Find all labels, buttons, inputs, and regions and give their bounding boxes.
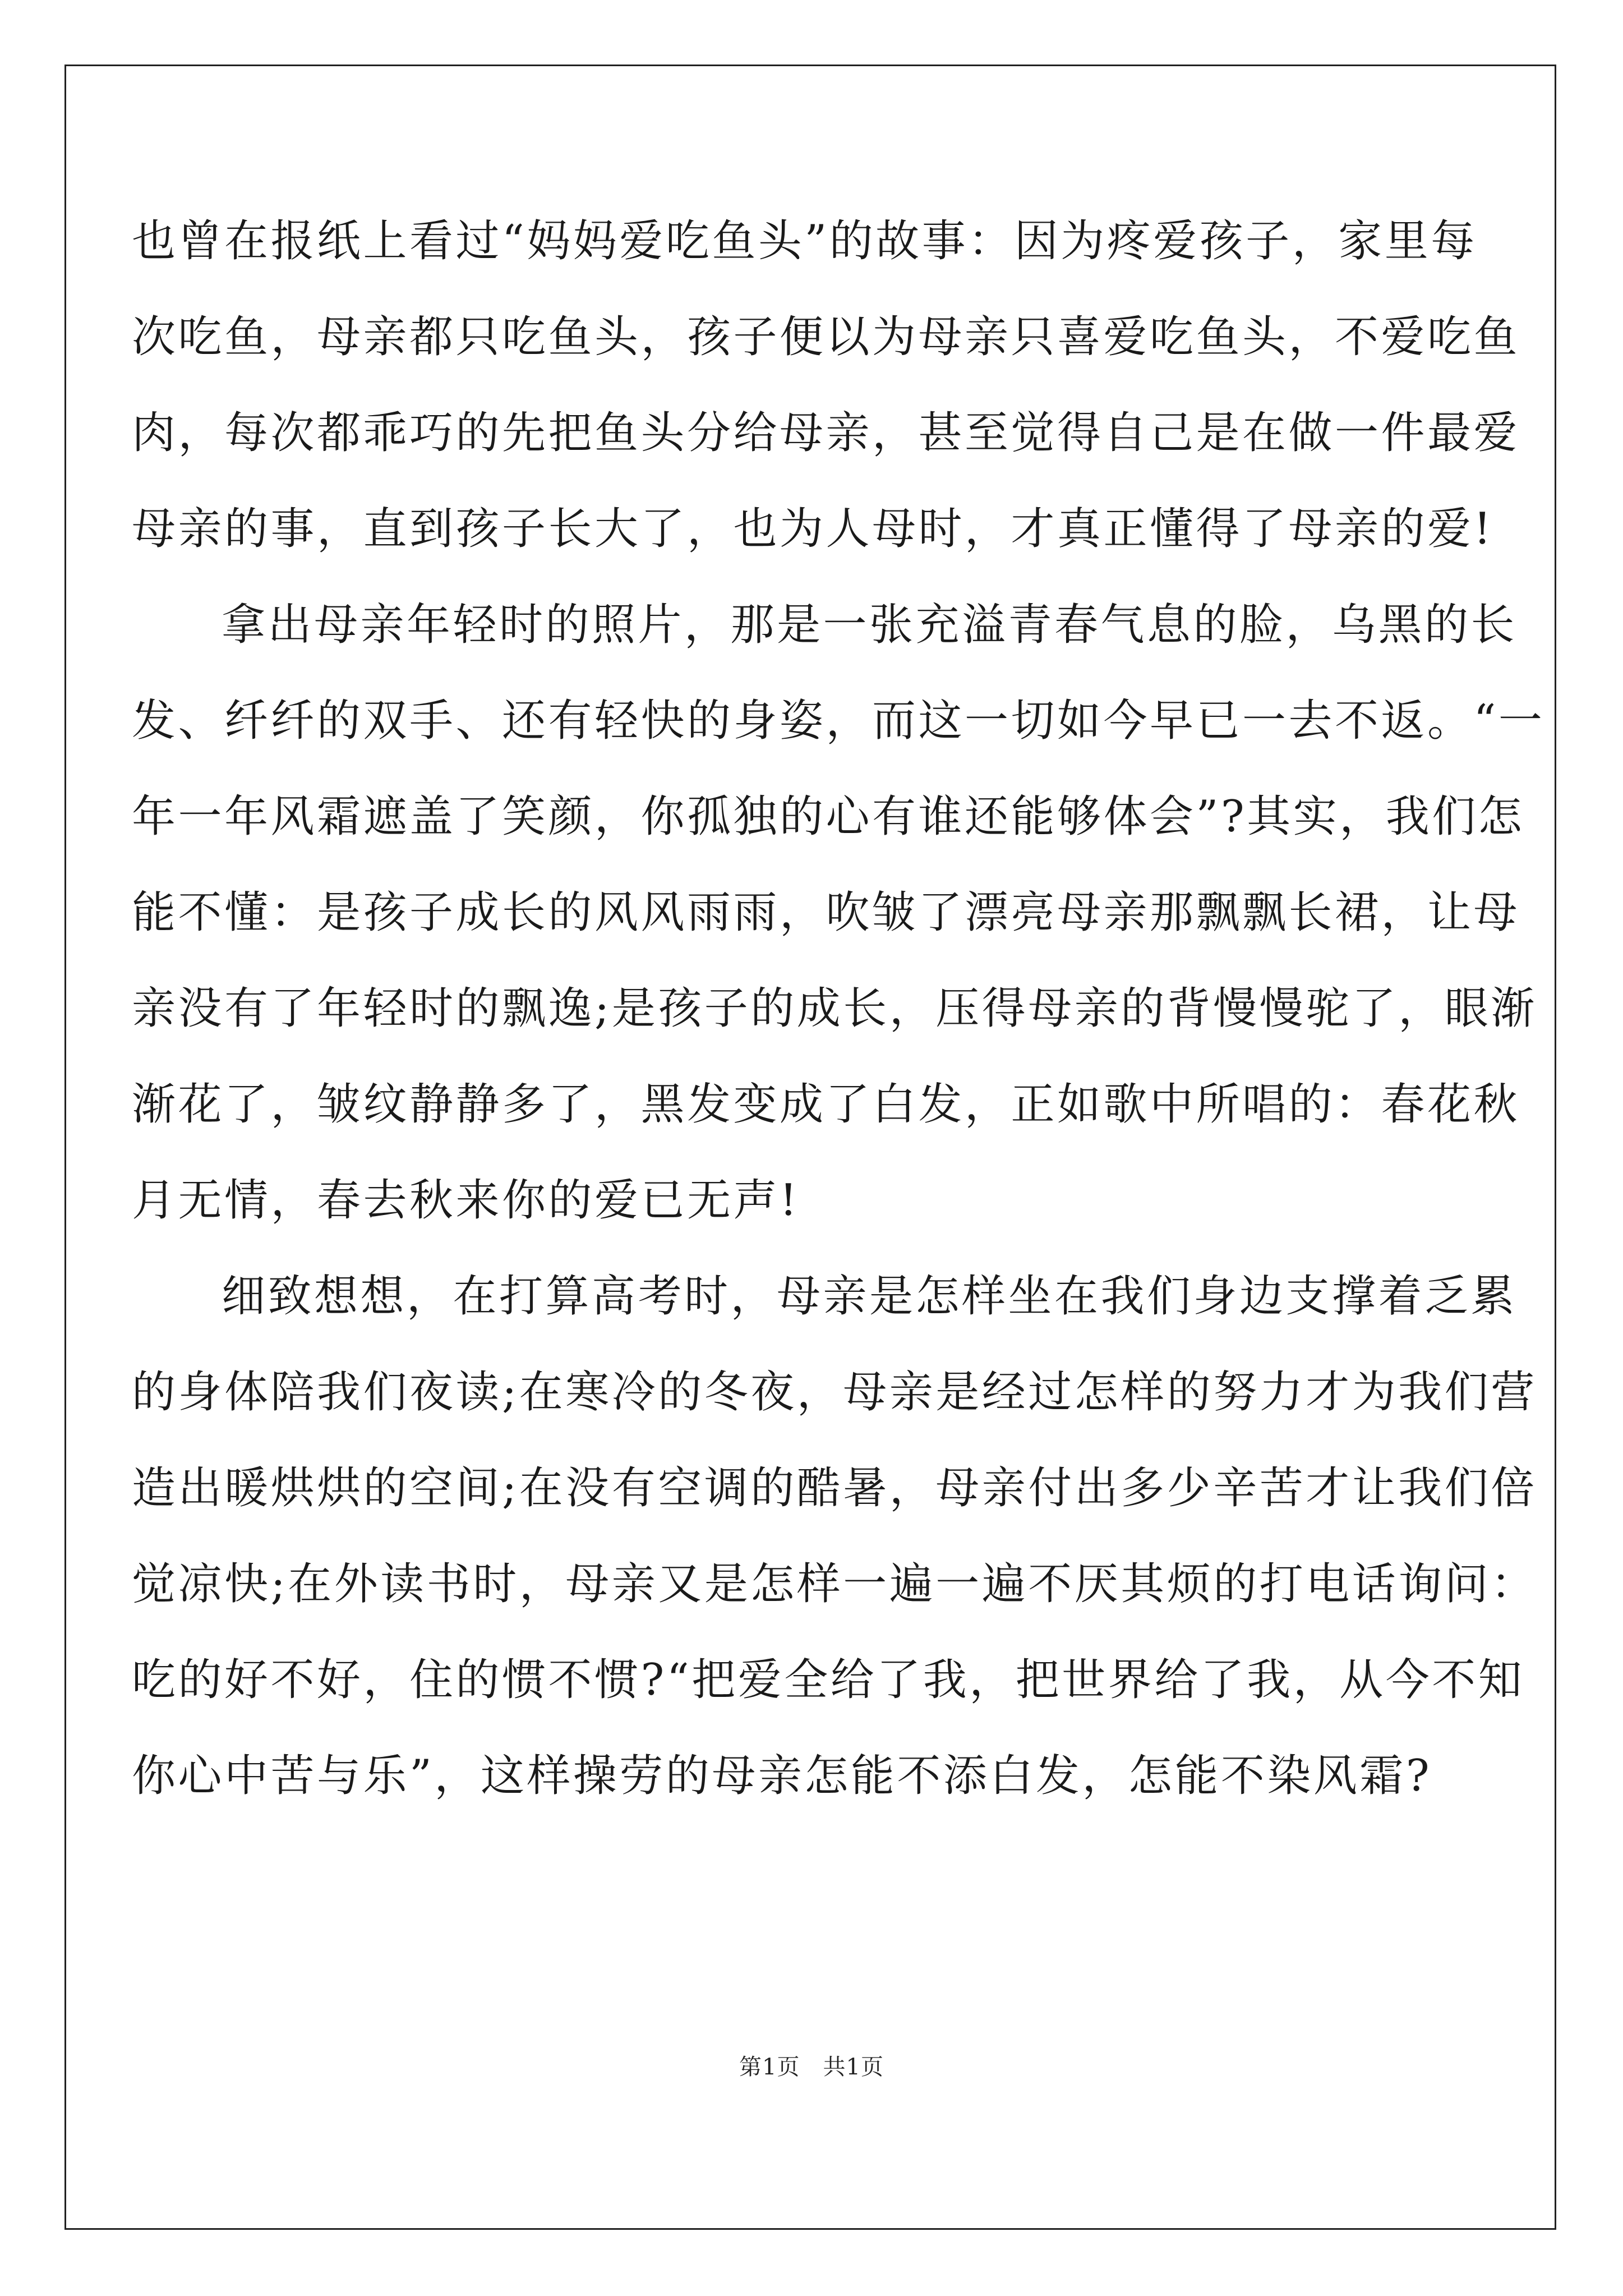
text-line: 月无情，春去秋来你的爱已无声!	[132, 1175, 800, 1226]
text-line: 次吃鱼，母亲都只吃鱼头，孩子便以为母亲只喜爱吃鱼头，不爱吃鱼	[132, 312, 1520, 362]
paragraph	[132, 194, 1520, 577]
text-line: 母亲的事，直到孩子长大了，也为人母时，才真正懂得了母亲的爱!	[132, 504, 1494, 554]
text-line: 也曾在报纸上看过“妈妈爱吃鱼头”的故事：因为疼爱孩子，家里每	[132, 216, 1477, 266]
text-line: 发、纤纤的双手、还有轻快的身姿，而这一切如今早已一去不返。“一	[132, 696, 1545, 746]
text-line: 觉凉快;在外读书时，母亲又是怎样一遍一遍不厌其烦的打电话询问：	[132, 1559, 1537, 1609]
text-line: 拿出母亲年轻时的照片，那是一张充溢青春气息的脸，乌黑的长	[222, 600, 1518, 650]
document-body	[132, 194, 1545, 1824]
text-line: 年一年风霜遮盖了笑颜，你孤独的心有谁还能够体会”?其实，我们怎	[132, 792, 1525, 842]
page-footer	[0, 2050, 1623, 2084]
text-line: 你心中苦与乐”，这样操劳的母亲怎能不添白发，怎能不染风霜?	[132, 1751, 1432, 1801]
text-line: 吃的好不好，住的惯不惯?“把爱全给了我，把世界给了我，从今不知	[132, 1655, 1525, 1705]
text-line: 渐花了，皱纹静静多了，黑发变成了白发，正如歌中所唱的：春花秋	[132, 1079, 1520, 1130]
text-line: 肉，每次都乖巧的先把鱼头分给母亲，甚至觉得自己是在做一件最爱	[132, 408, 1520, 458]
text-line: 亲没有了年轻时的飘逸;是孩子的成长，压得母亲的背慢慢驼了，眼渐	[132, 983, 1537, 1034]
text-line: 的身体陪我们夜读;在寒冷的冬夜，母亲是经过怎样的努力才为我们营	[132, 1367, 1537, 1418]
text-line: 造出暖烘烘的空间;在没有空调的酷暑，母亲付出多少辛苦才让我们倍	[132, 1463, 1537, 1513]
text-line: 能不懂：是孩子成长的风风雨雨，吹皱了漂亮母亲那飘飘长裙，让母	[132, 887, 1520, 938]
paragraph	[132, 1249, 1537, 1824]
page-number: 第1页 共1页	[739, 2054, 884, 2080]
paragraph	[132, 577, 1545, 1249]
text-line: 细致想想，在打算高考时，母亲是怎样坐在我们身边支撑着乏累	[222, 1271, 1518, 1322]
